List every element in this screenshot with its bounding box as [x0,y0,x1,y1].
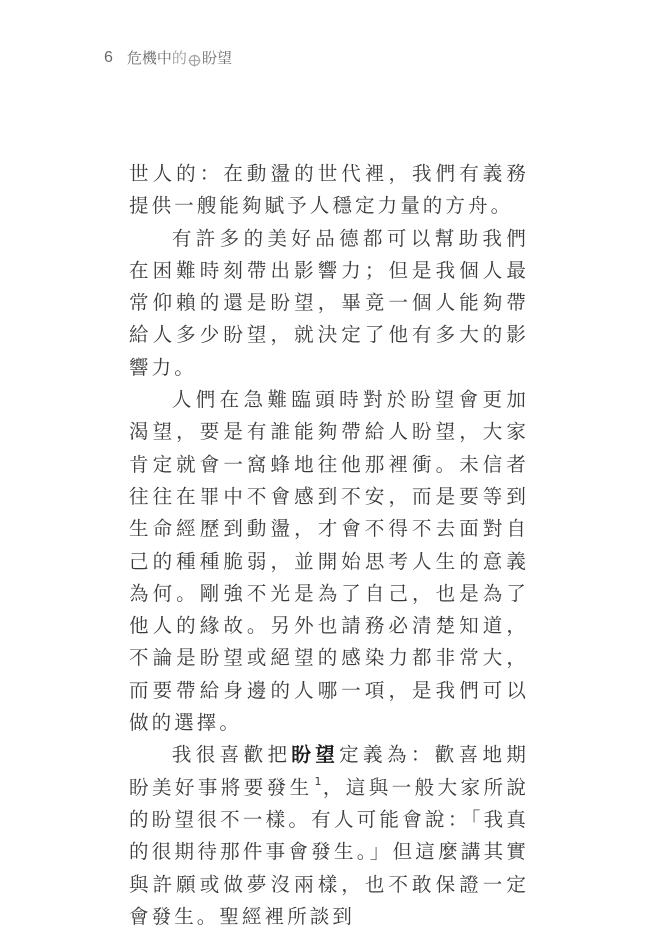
book-title-part3: 盼望 [201,49,232,67]
bold-term-hope: 盼望 [291,743,340,767]
book-title-part2: 的 [171,49,187,67]
paragraph-4-definition: 定義為：歡喜地期盼美好事將要發生 [129,743,529,799]
paragraph-2: 有許多的美好品德都可以幫助我們在困難時刻帶出影響力；但是我個人最常仰賴的還是盼望，畢竟一個人能夠帶給人多少盼望，就決定了他有多大的影響力。 [129,226,529,379]
paragraph-4-lead: 我很喜歡把 [171,743,292,767]
page-number: 6 [104,49,113,66]
paragraph-4-rest: ，這與一般大家所說的盼望很不一樣。有人可能會說：「我真的很期待那件事會發生。」但這麼講其實與許願或做夢沒兩樣，也不敢保證一定會發生。聖經裡所談到 [129,775,529,928]
book-title-part1: 危機中 [126,49,172,67]
paragraph-1: 世人的：在動盪的世代裡，我們有義務提供一艘能夠賦予人穩定力量的方舟。 [129,162,529,218]
running-header [104,48,232,68]
crosshair-circle-icon [188,52,201,65]
footnote-marker[interactable]: 1 [314,774,322,788]
paragraph-4 [129,739,529,933]
body-text [129,158,529,933]
book-title [127,48,232,68]
paragraph-3: 人們在急難臨頭時對於盼望會更加渴望，要是有誰能夠帶給人盼望，大家肯定就會一窩蜂地往他那裡衝。未信者往往在罪中不會感到不安，而是要等到生命經歷到動盪，才會不得不去面對自己的種種脆弱，並開始思考人生的意義為何。剛強不光是為了自己，也是為了他人的緣故。另外也請務必清楚知道，不論是盼望或絕望的感染力都非常大，而要帶給身邊的人哪一項，是我們可以做的選擇。 [129,388,529,735]
